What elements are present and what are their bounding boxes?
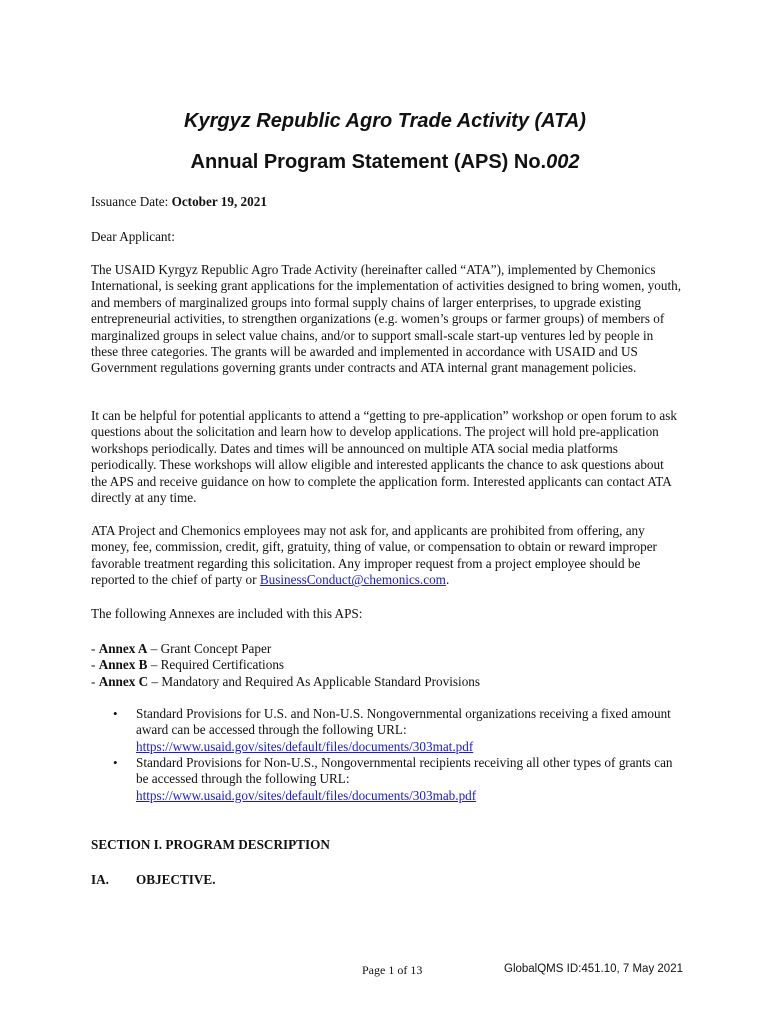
issuance-date: October 19, 2021 (171, 194, 267, 209)
annexes-intro: The following Annexes are included with this APS: (91, 606, 363, 621)
qms-id: GlobalQMS ID:451.10, 7 May 2021 (504, 963, 683, 975)
subtitle-prefix: Annual Program Statement (APS) No. (190, 151, 547, 173)
page-number: Page 1 of 13 (362, 963, 423, 977)
business-conduct-email-link[interactable]: BusinessConduct@chemonics.com (259, 572, 446, 588)
issuance-label: Issuance Date: (91, 194, 172, 209)
issuance-date-line (91, 194, 681, 210)
subtitle-number: 002 (546, 151, 580, 173)
conduct-end: . (445, 572, 450, 588)
document-title: Kyrgyz Republic Agro Trade Activity (ATA) (184, 110, 586, 132)
annex-item (91, 674, 480, 690)
bullet-text: Standard Provisions for Non-U.S., Nongovernmental recipients receiving all other types of grants can be accessed through the following URL: (136, 755, 673, 787)
paragraph-intro: The USAID Kyrgyz Republic Agro Trade Activity (hereinafter called “ATA”), implemented by Chemonics International, is seeking grant applications for the implementation of activities designed to bring women, youth, and members of marginalized groups into formal supply chains of larger enterprises, to upgrade existing entrepreneurial activities, to strengthen organizations (e.g. women’s groups or farmer groups) of members of marginalized groups in select value chains, and/or to support small-scale start-up ventures led by people in these three categories. The grants will be awarded and implemented in accordance with USAID and US Government regulations governing grants under contracts and ATA internal grant management policies. (91, 262, 681, 376)
bullet-item (136, 755, 684, 804)
annex-dash: - (91, 657, 99, 672)
annex-item (91, 657, 284, 673)
annex-desc: – Required Certifications (147, 657, 285, 672)
annex-name: Annex A (98, 641, 148, 656)
subsection-title: OBJECTIVE. (136, 872, 216, 887)
annex-desc: – Mandatory and Required As Applicable Standard Provisions (148, 674, 481, 689)
annex-item (91, 641, 271, 657)
bullet-icon: • (113, 755, 118, 770)
annex-name: Annex C (98, 674, 149, 689)
document-subtitle (0, 151, 770, 174)
annex-dash: - (91, 641, 99, 656)
paragraph-workshops: It can be helpful for potential applicants to attend a “getting to pre-application” workshop or open forum to ask questions about the solicitation and learn how to develop applications. The project will hold pre-application workshops periodically. Dates and times will be announced on multiple ATA social media platforms periodically. These workshops will allow eligible and interested applicants the chance to ask questions about the APS and receive guidance on how to complete the application form. Interested applicants can contact ATA directly at any time. (91, 408, 677, 506)
annex-name: Annex B (98, 657, 148, 672)
annex-dash: - (91, 674, 99, 689)
conduct-text: ATA Project and Chemonics employees may not ask for, and applicants are prohibited from offering, any money, fee, commission, credit, gift, gratuity, thing of value, or compensation to obtain or reward improper favorable treatment regarding this solicitation. Any improper request from a project employee should be reported to the chief of party or (91, 523, 657, 588)
paragraph-conduct (91, 523, 683, 589)
bullet-text: Standard Provisions for U.S. and Non-U.S. Nongovernmental organizations receiving a fixed amount award can be accessed through the following URL: (136, 706, 671, 738)
annex-desc: – Grant Concept Paper (147, 641, 272, 656)
section-heading: SECTION I. PROGRAM DESCRIPTION (91, 837, 330, 852)
provisions-other-grants-link[interactable]: https://www.usaid.gov/sites/default/files/documents/303mab.pdf (136, 787, 477, 803)
bullet-item (136, 706, 684, 755)
bullet-icon: • (113, 706, 118, 721)
subsection-number: IA. (91, 872, 109, 887)
provisions-fixed-amount-link[interactable]: https://www.usaid.gov/sites/default/files/documents/303mat.pdf (136, 738, 474, 754)
greeting: Dear Applicant: (91, 229, 175, 244)
